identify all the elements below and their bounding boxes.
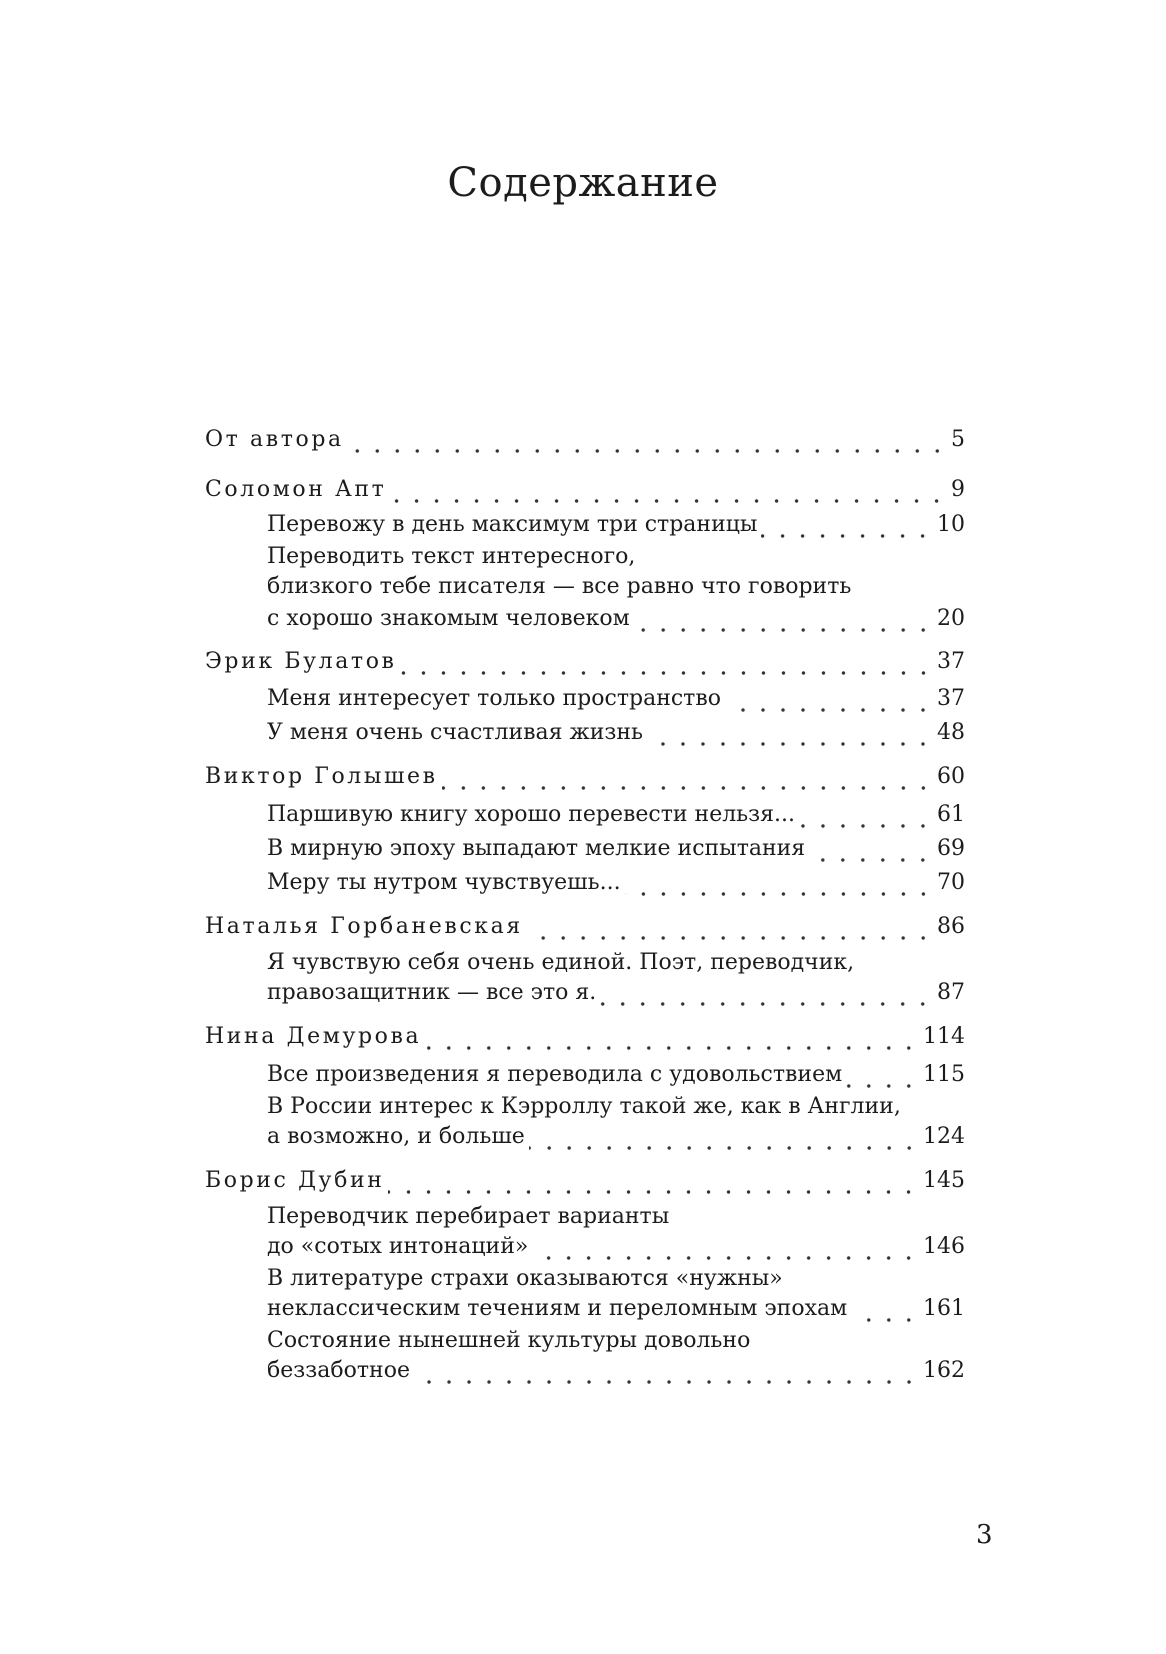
toc-entry-title: Виктор Голышев [205, 764, 438, 789]
page-title: Содержание [447, 160, 719, 206]
leader-dots [725, 684, 933, 714]
toc-page-number: 5 [951, 427, 965, 452]
toc-entry-chapter[interactable] [267, 682, 965, 714]
leader-dots [809, 834, 933, 864]
toc-entry-author[interactable] [205, 910, 965, 942]
toc-page-number: 162 [923, 1358, 965, 1383]
toc-entry-author[interactable] [205, 1020, 965, 1052]
toc-page-number: 61 [937, 802, 965, 827]
leader-dots [390, 475, 947, 505]
toc-entry-title-line: В России интерес к Кэрроллу такой же, как в Англии, [267, 1094, 901, 1119]
leader-dots [527, 912, 933, 942]
toc-entry-chapter[interactable] [267, 716, 965, 748]
toc-entry-chapter[interactable] [267, 976, 965, 1008]
toc-page-number: 37 [937, 649, 965, 674]
toc-page-number: 69 [937, 836, 965, 861]
toc-entry-chapter[interactable] [267, 1058, 965, 1090]
toc-entry-chapter[interactable] [267, 866, 965, 898]
toc-entry-title-line: близкого тебе писателя — все равно что говорить [267, 574, 852, 599]
toc-entry-title: В мирную эпоху выпадают мелкие испытания [267, 836, 806, 861]
leader-dots [634, 604, 933, 634]
leader-dots [761, 510, 933, 540]
page-number: 3 [976, 1520, 993, 1550]
toc-entry-chapter[interactable] [267, 508, 965, 540]
toc-entry-title: беззаботное [267, 1358, 410, 1383]
toc-entry-title: Перевожу в день максимум три страницы [267, 512, 758, 537]
toc-entry-title: до «сотых интонаций» [267, 1234, 529, 1259]
toc-entry-author[interactable] [205, 1164, 965, 1196]
leader-dots [401, 647, 933, 677]
toc-entry-title: Все произведения я переводила с удовольствием [267, 1062, 843, 1087]
toc-entry-title: Эрик Булатов [205, 649, 397, 674]
toc-entry-title-line: Я чувствую себя очень единой. Поэт, переводчик, [267, 950, 855, 975]
toc-entry-title: Борис Дубин [205, 1168, 385, 1193]
toc-entry-title: Меня интересует только пространство [267, 686, 721, 711]
toc-entry-title: Меру ты нутром чувствуешь... [267, 870, 621, 895]
toc-entry-title: с хорошо знакомым человеком [267, 606, 630, 631]
toc-entry-chapter[interactable] [267, 1120, 965, 1152]
leader-dots [388, 1166, 919, 1196]
leader-dots [799, 800, 933, 830]
leader-dots [532, 1232, 919, 1262]
toc-entry-title: правозащитник — все это я. [267, 980, 597, 1005]
leader-dots [625, 868, 933, 898]
leader-dots [529, 1122, 919, 1152]
toc-entry-chapter[interactable] [267, 602, 965, 634]
leader-dots [414, 1356, 919, 1386]
toc-entry-chapter[interactable] [267, 1354, 965, 1386]
toc-page-number: 70 [937, 870, 965, 895]
toc-entry-title-line: Переводчик перебирает варианты [267, 1204, 670, 1229]
toc-entry-author[interactable] [205, 645, 965, 677]
toc-entry-title: Наталья Горбаневская [205, 914, 523, 939]
toc-entry-author[interactable] [205, 473, 965, 505]
toc-entry-title-line: В литературе страхи оказываются «нужны» [267, 1266, 783, 1291]
leader-dots [851, 1294, 919, 1324]
toc-entry-title: Соломон Апт [205, 477, 387, 502]
toc-entry-title: От автора [205, 427, 344, 452]
toc-page-number: 48 [937, 720, 965, 745]
toc-page-number: 161 [923, 1296, 965, 1321]
toc-page-number: 9 [951, 477, 965, 502]
toc-entry-chapter[interactable] [267, 832, 965, 864]
leader-dots [846, 1060, 919, 1090]
toc-entry-author[interactable] [205, 760, 965, 792]
toc-page-number: 146 [923, 1234, 965, 1259]
toc-page-number: 114 [923, 1024, 965, 1049]
leader-dots [348, 425, 947, 455]
toc-page-number: 37 [937, 686, 965, 711]
toc-page-number: 145 [923, 1168, 965, 1193]
toc-page-number: 87 [937, 980, 965, 1005]
leader-dots [442, 762, 933, 792]
leader-dots [600, 978, 933, 1008]
toc-entry-chapter[interactable] [267, 798, 965, 830]
toc-entry-chapter[interactable] [267, 1292, 965, 1324]
toc-page-number: 124 [923, 1124, 965, 1149]
toc-entry-title-line: Переводить текст интересного, [267, 544, 636, 569]
toc-entry-title: Паршивую книгу хорошо перевести нельзя... [267, 802, 796, 827]
toc-page-number: 60 [937, 764, 965, 789]
toc-entry-title: а возможно, и больше [267, 1124, 525, 1149]
leader-dots [425, 1022, 919, 1052]
toc-page-number: 20 [937, 606, 965, 631]
toc-entry-title: У меня очень счастливая жизнь [267, 720, 644, 745]
toc-entry-author[interactable] [205, 423, 965, 455]
toc-entry-title-line: Состояние нынешней культуры довольно [267, 1328, 751, 1353]
toc-page-number: 86 [937, 914, 965, 939]
toc-page-number: 115 [923, 1062, 965, 1087]
toc-page-number: 10 [937, 512, 965, 537]
toc-entry-chapter[interactable] [267, 1230, 965, 1262]
toc-entry-title: Нина Демурова [205, 1024, 422, 1049]
leader-dots [647, 718, 933, 748]
toc-entry-title: неклассическим течениям и переломным эпохам [267, 1296, 848, 1321]
